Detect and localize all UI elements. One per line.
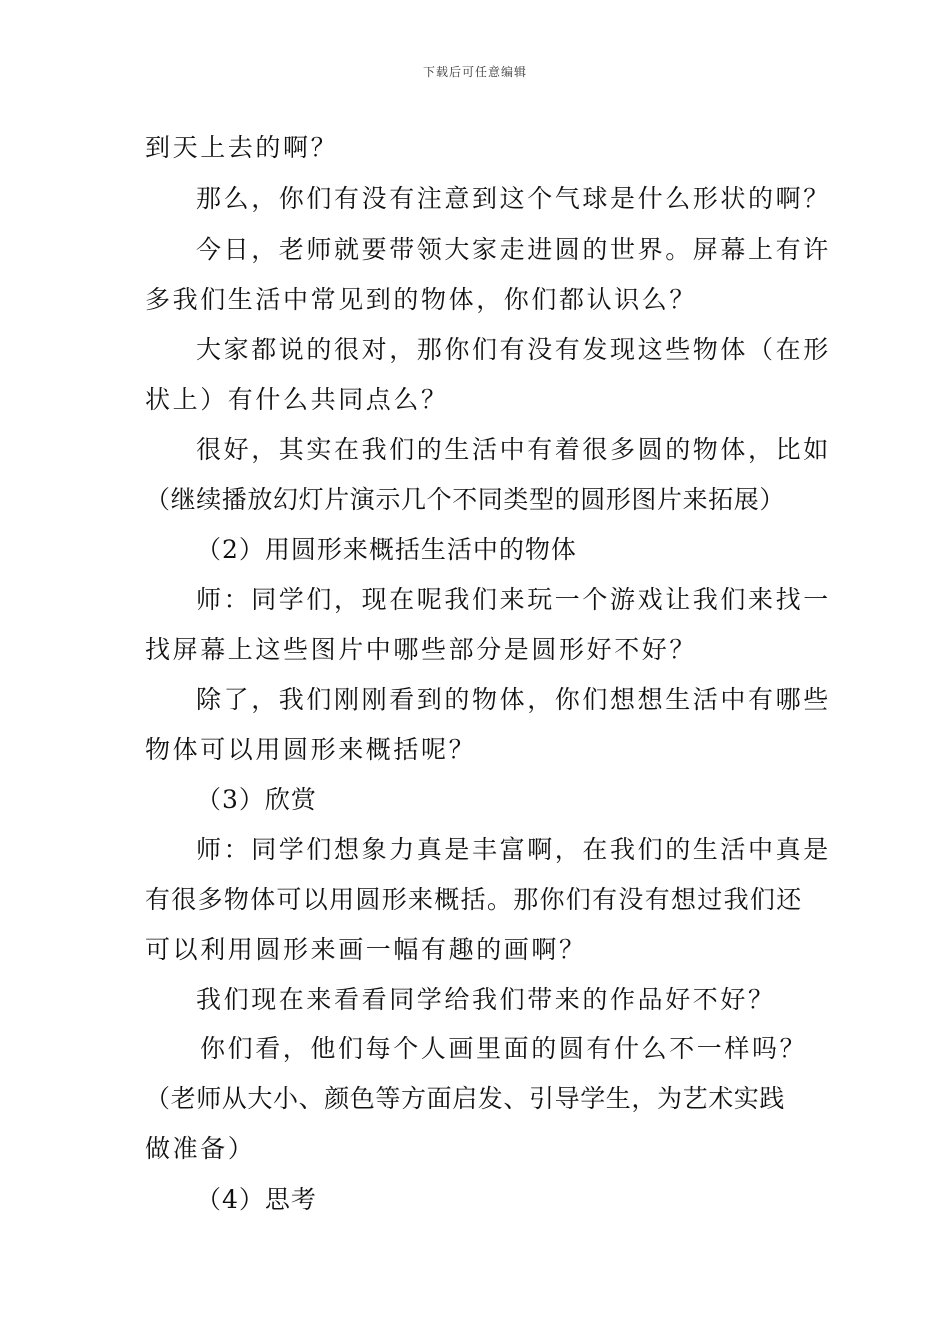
paragraph-line: （老师从大小、颜色等方面启发、引导学生，为艺术实践 [145,1084,786,1113]
paragraph-line: 师：同学们想象力真是丰富啊，在我们的生活中真是 [196,835,831,864]
paragraph-line: 我们现在来看看同学给我们带来的作品好不好？ [196,985,776,1014]
paragraph-line: 做准备） [145,1134,256,1163]
page-header: 下载后可任意编辑 [422,65,527,79]
paragraph-line: 很好，其实在我们的生活中有着很多圆的物体，比如 [196,435,831,464]
paragraph-line: 多我们生活中常见到的物体，你们都认识么？ [145,285,698,314]
paragraph-line: 师：同学们，现在呢我们来玩一个游戏让我们来找一 [196,585,831,614]
paragraph-line: 除了，我们刚刚看到的物体，你们想想生活中有哪些 [196,685,831,714]
paragraph-line: （继续播放幻灯片演示几个不同类型的圆形图片来拓展） [145,485,786,514]
paragraph-line: 大家都说的很对，那你们有没有发现这些物体（在形 [196,335,831,364]
section-heading: （4）思考 [196,1185,317,1214]
paragraph-line: 有很多物体可以用圆形来概括。那你们有没有想过我们还 [145,885,803,914]
paragraph-line: 今日，老师就要带领大家走进圆的世界。屏幕上有许 [196,235,831,264]
paragraph-line: 状上）有什么共同点么？ [145,385,449,414]
paragraph-line: 到天上去的啊？ [145,133,339,162]
paragraph-line: 物体可以用圆形来概括呢？ [145,735,477,764]
section-heading: （2）用圆形来概括生活中的物体 [196,535,577,564]
section-heading: （3）欣赏 [196,785,317,814]
paragraph-line: 那么，你们有没有注意到这个气球是什么形状的啊？ [196,184,831,213]
paragraph-line: 你们看，他们每个人画里面的圆有什么不一样吗？ [200,1034,808,1063]
paragraph-line: 找屏幕上这些图片中哪些部分是圆形好不好？ [145,635,698,664]
paragraph-line: 可以利用圆形来画一幅有趣的画啊？ [145,935,587,964]
